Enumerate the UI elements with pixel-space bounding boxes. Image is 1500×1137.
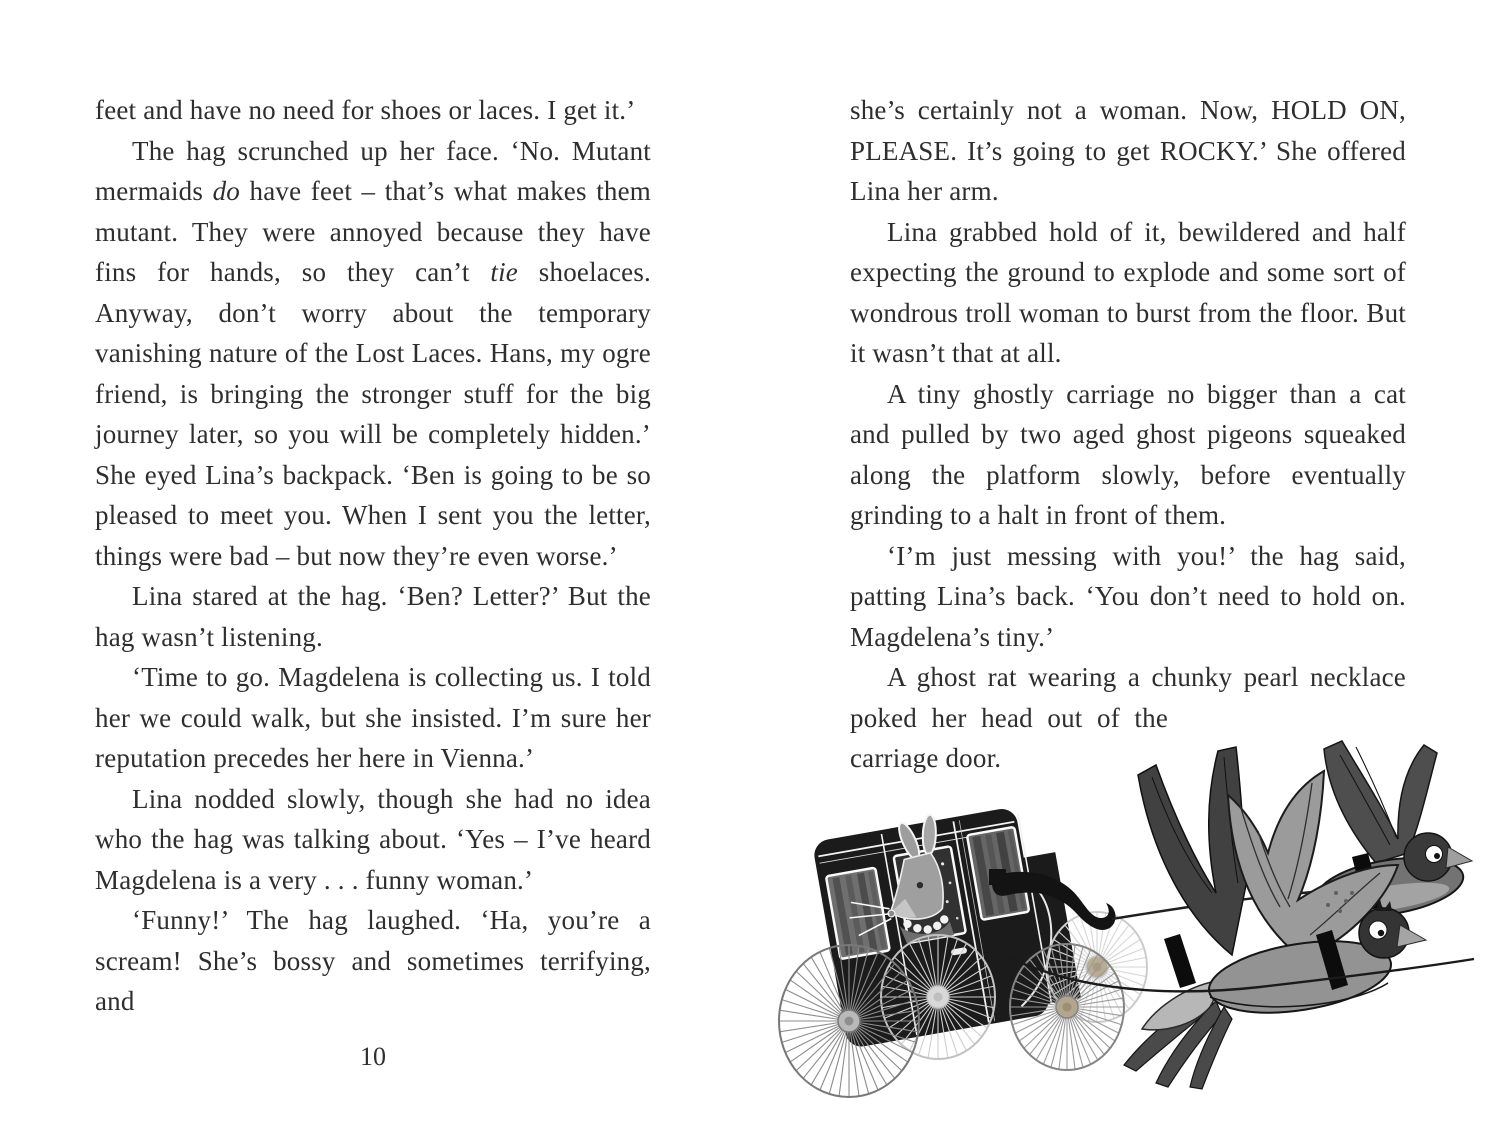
paragraph: Lina nodded slowly, though she had no idea who the hag was talking about. ‘Yes – I’ve heard Magdelena is a very . . . funny woman.’ bbox=[95, 783, 651, 895]
paragraph: she’s certainly not a woman. Now, HOLD ON, PLEASE. It’s going to get ROCKY.’ She offered Lina her arm. bbox=[850, 95, 1406, 206]
pigeon-front bbox=[1124, 747, 1426, 1089]
paragraph: A ghost rat wearing a chunky pearl necklace poked her head out of the carriage door. bbox=[850, 657, 1406, 779]
paragraph: feet and have no need for shoes or laces. I get it.’ bbox=[95, 95, 636, 125]
paragraph: ‘I’m just messing with you!’ the hag said, patting Lina’s back. ‘You don’t need to hold on. Magdelena’s tiny.’ bbox=[850, 540, 1406, 652]
paragraph: Lina stared at the hag. ‘Ben? Letter?’ But the hag wasn’t listening. bbox=[95, 581, 651, 652]
paragraph: Lina grabbed hold of it, bewildered and half expecting the ground to explode and some sort of wondrous troll woman to burst from the floor. But it wasn’t that at all. bbox=[850, 216, 1406, 368]
ghost-carriage-illustration bbox=[740, 735, 1500, 1137]
paragraph: A tiny ghostly carriage no bigger than a cat and pulled by two aged ghost pigeons squeaked along the platform slowly, before eventually grinding to a halt in front of them. bbox=[850, 378, 1406, 530]
left-page-text-column bbox=[95, 90, 651, 1022]
carriage-wheel-rear bbox=[779, 945, 919, 1097]
carriage-wheel-front bbox=[1010, 944, 1124, 1070]
paragraph: ‘Funny!’ The hag laughed. ‘Ha, you’re a scream! She’s bossy and sometimes terrifying, and bbox=[95, 905, 651, 1016]
paragraph: The hag scrunched up her face. ‘No. Mutant mermaids do have feet – that’s what makes them mutant. They were annoyed because they have fins for hands, so they can’t tie shoelaces. Anyway, don’t worry about the temporary vanishing nature of the Lost Laces. Hans, my ogre friend, is bringing the stronger stuff for the big journey later, so you will be completely hidden.’ She eyed Lina’s backpack. ‘Ben is going to be so pleased to meet you. When I sent you the letter, things were bad – but now they’re even worse.’ bbox=[95, 135, 651, 571]
right-page-text-column bbox=[850, 90, 1406, 794]
page-number: 10 bbox=[360, 1042, 386, 1071]
paragraph: ‘Time to go. Magdelena is collecting us. I told her we could walk, but she insisted. I’m sure her reputation precedes her here in Vienna.’ bbox=[95, 662, 651, 773]
